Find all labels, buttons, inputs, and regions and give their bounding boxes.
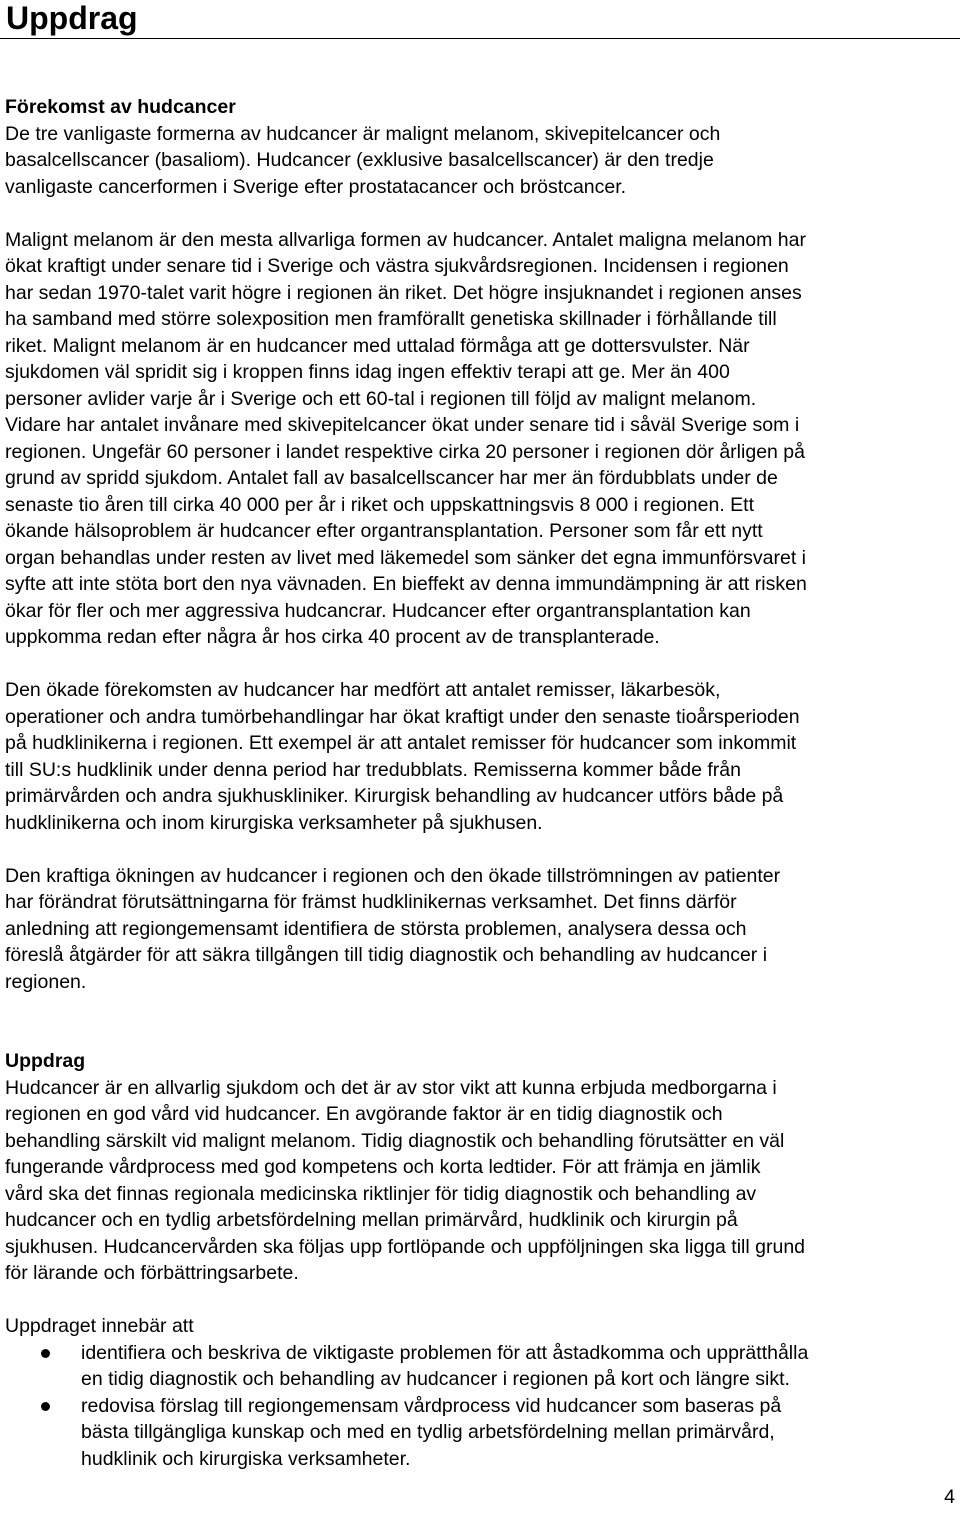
text-line: organ behandlas under resten av livet med läkemedel som sänker det egna immunförsvaret i: [5, 546, 807, 569]
text-line: hudklinik och kirurgiska verksamheter.: [81, 1447, 411, 1470]
list-item-text: [81, 1395, 781, 1470]
bullet-icon: [41, 1402, 50, 1411]
text-line: uppkomma redan efter några år hos cirka 40 procent av de transplanterade.: [5, 626, 660, 648]
text-line: föreslå åtgärder för att säkra tillgången till tidig diagnostik och behandling av hudcancer i: [5, 944, 768, 966]
text-line: identifiera och beskriva de viktigaste problemen för att åstadkomma och upprätthålla: [81, 1341, 809, 1364]
text-line: riket. Malignt melanom är en hudcancer med uttalad förmåga att ge dottersvulster. När: [5, 334, 750, 357]
text-line: bästa tillgängliga kunskap och med en tydlig arbetsfördelning mellan primärvård,: [81, 1421, 775, 1443]
list-intro: Uppdraget innebär att: [5, 1315, 194, 1337]
text-line: till SU:s hudklinik under denna period har tredubblats. Remisserna kommer både från: [5, 758, 741, 781]
text-line: De tre vanligaste formerna av hudcancer är malignt melanom, skivepitelcancer och: [5, 122, 721, 145]
text-line: ökar för fler och mer aggressiva hudcancrar. Hudcancer efter organtransplantation kan: [5, 599, 751, 622]
text-line: regionen. Ungefär 60 personer i landet respektive cirka 20 personer i regionen dör årligen på: [5, 440, 805, 463]
section-heading-uppdrag: Uppdrag: [5, 1050, 86, 1072]
text-line: en tidig diagnostik och behandling av hudcancer i regionen på kort och längre sikt.: [81, 1368, 790, 1390]
text-line: ökande hälsoproblem är hudcancer efter organtransplantation. Personer som får ett nytt: [5, 520, 763, 542]
text-line: Malignt melanom är den mesta allvarliga formen av hudcancer. Antalet maligna melanom har: [5, 228, 806, 251]
text-line: ha samband med större solexposition men framförallt genetiska skillnader i förhållande till: [5, 308, 777, 330]
text-line: sjukhusen. Hudcancervården ska följas upp fortlöpande och uppföljningen ska ligga till grund: [5, 1235, 806, 1258]
document-body: [5, 94, 955, 1472]
text-line: anledning att regiongemensamt identifiera de största problemen, analysera dessa och: [5, 917, 747, 940]
bullet-list: [5, 1340, 955, 1473]
text-line: Den ökade förekomsten av hudcancer har medfört att antalet remisser, läkarbesök,: [5, 679, 721, 701]
text-line: behandling särskilt vid malignt melanom. Tidig diagnostik och behandling förutsätter en väl: [5, 1129, 785, 1152]
title-rule: [0, 38, 960, 39]
bullet-icon: [41, 1349, 50, 1358]
text-line: hudklinikerna och inom kirurgiska verksamheter på sjukhusen.: [5, 811, 543, 834]
list-item-text: [81, 1342, 808, 1391]
text-line: Den kraftiga ökningen av hudcancer i regionen och den ökade tillströmningen av patienter: [5, 864, 781, 887]
text-line: för lärande och förbättringsarbete.: [5, 1262, 299, 1284]
text-line: ökat kraftigt under senare tid i Sverige och västra sjukvårdsregionen. Incidensen i regionen: [5, 255, 789, 277]
list-item: [5, 1393, 955, 1473]
text-line: grund av spridd sjukdom. Antalet fall av basalcellscancer har mer än fördubblats under de: [5, 467, 778, 489]
section-heading-forekomst: Förekomst av hudcancer: [5, 96, 236, 118]
text-line: regionen en god vård vid hudcancer. En avgörande faktor är en tidig diagnostik och: [5, 1103, 723, 1125]
page-number: 4: [944, 1486, 955, 1508]
text-line: sjukdomen väl spridit sig i kroppen finns idag ingen effektiv terapi att ge. Mer än 400: [5, 361, 730, 383]
text-line: Vidare har antalet invånare med skivepitelcancer ökat under senare tid i såväl Sverige som i: [5, 414, 800, 436]
page-title: Uppdrag: [6, 0, 138, 36]
text-line: vård ska det finnas regionala medicinska riktlinjer för tidig diagnostik och behandling av: [5, 1182, 757, 1205]
list-item: [5, 1340, 955, 1393]
text-line: Hudcancer är en allvarlig sjukdom och det är av stor vikt att kunna erbjuda medborgarna i: [5, 1076, 777, 1099]
paragraph: [5, 677, 955, 836]
text-line: redovisa förslag till regiongemensam vårdprocess vid hudcancer som baseras på: [81, 1394, 782, 1417]
paragraph: [5, 863, 955, 996]
text-line: syfte att inte stöta bort den nya vävnaden. En bieffekt av denna immundämpning är att risken: [5, 573, 807, 595]
paragraph: [5, 227, 955, 651]
text-line: primärvården och andra sjukhuskliniker. Kirurgisk behandling av hudcancer utförs både på: [5, 785, 784, 807]
text-line: har sedan 1970-talet varit högre i regionen än riket. Det högre insjuknandet i regionen anses: [5, 281, 802, 304]
text-line: hudcancer och en tydlig arbetsfördelning mellan primärvård, hudklinik och kirurgin på: [5, 1209, 738, 1231]
paragraph: [5, 1075, 955, 1287]
text-line: basalcellscancer (basaliom). Hudcancer (exklusive basalcellscancer) är den tredje: [5, 149, 714, 171]
text-line: regionen.: [5, 970, 87, 993]
text-line: personer avlider varje år i Sverige och ett 60-tal i regionen till följd av malignt melanom.: [5, 387, 757, 410]
text-line: fungerande vårdprocess med god kompetens och korta ledtider. För att främja en jämlik: [5, 1156, 761, 1178]
text-line: operationer och andra tumörbehandlingar har ökat kraftigt under den senaste tioårsperioden: [5, 705, 800, 728]
text-line: på hudklinikerna i regionen. Ett exempel är att antalet remisser för hudcancer som inkommit: [5, 732, 797, 754]
paragraph: [5, 121, 955, 201]
text-line: har förändrat förutsättningarna för främst hudklinikernas verksamhet. Det finns därför: [5, 891, 737, 913]
text-line: vanligaste cancerformen i Sverige efter prostatacancer och bröstcancer.: [5, 175, 627, 198]
text-line: senaste tio åren till cirka 40 000 per år i riket och uppskattningsvis 8 000 i regionen. Ett: [5, 493, 754, 516]
